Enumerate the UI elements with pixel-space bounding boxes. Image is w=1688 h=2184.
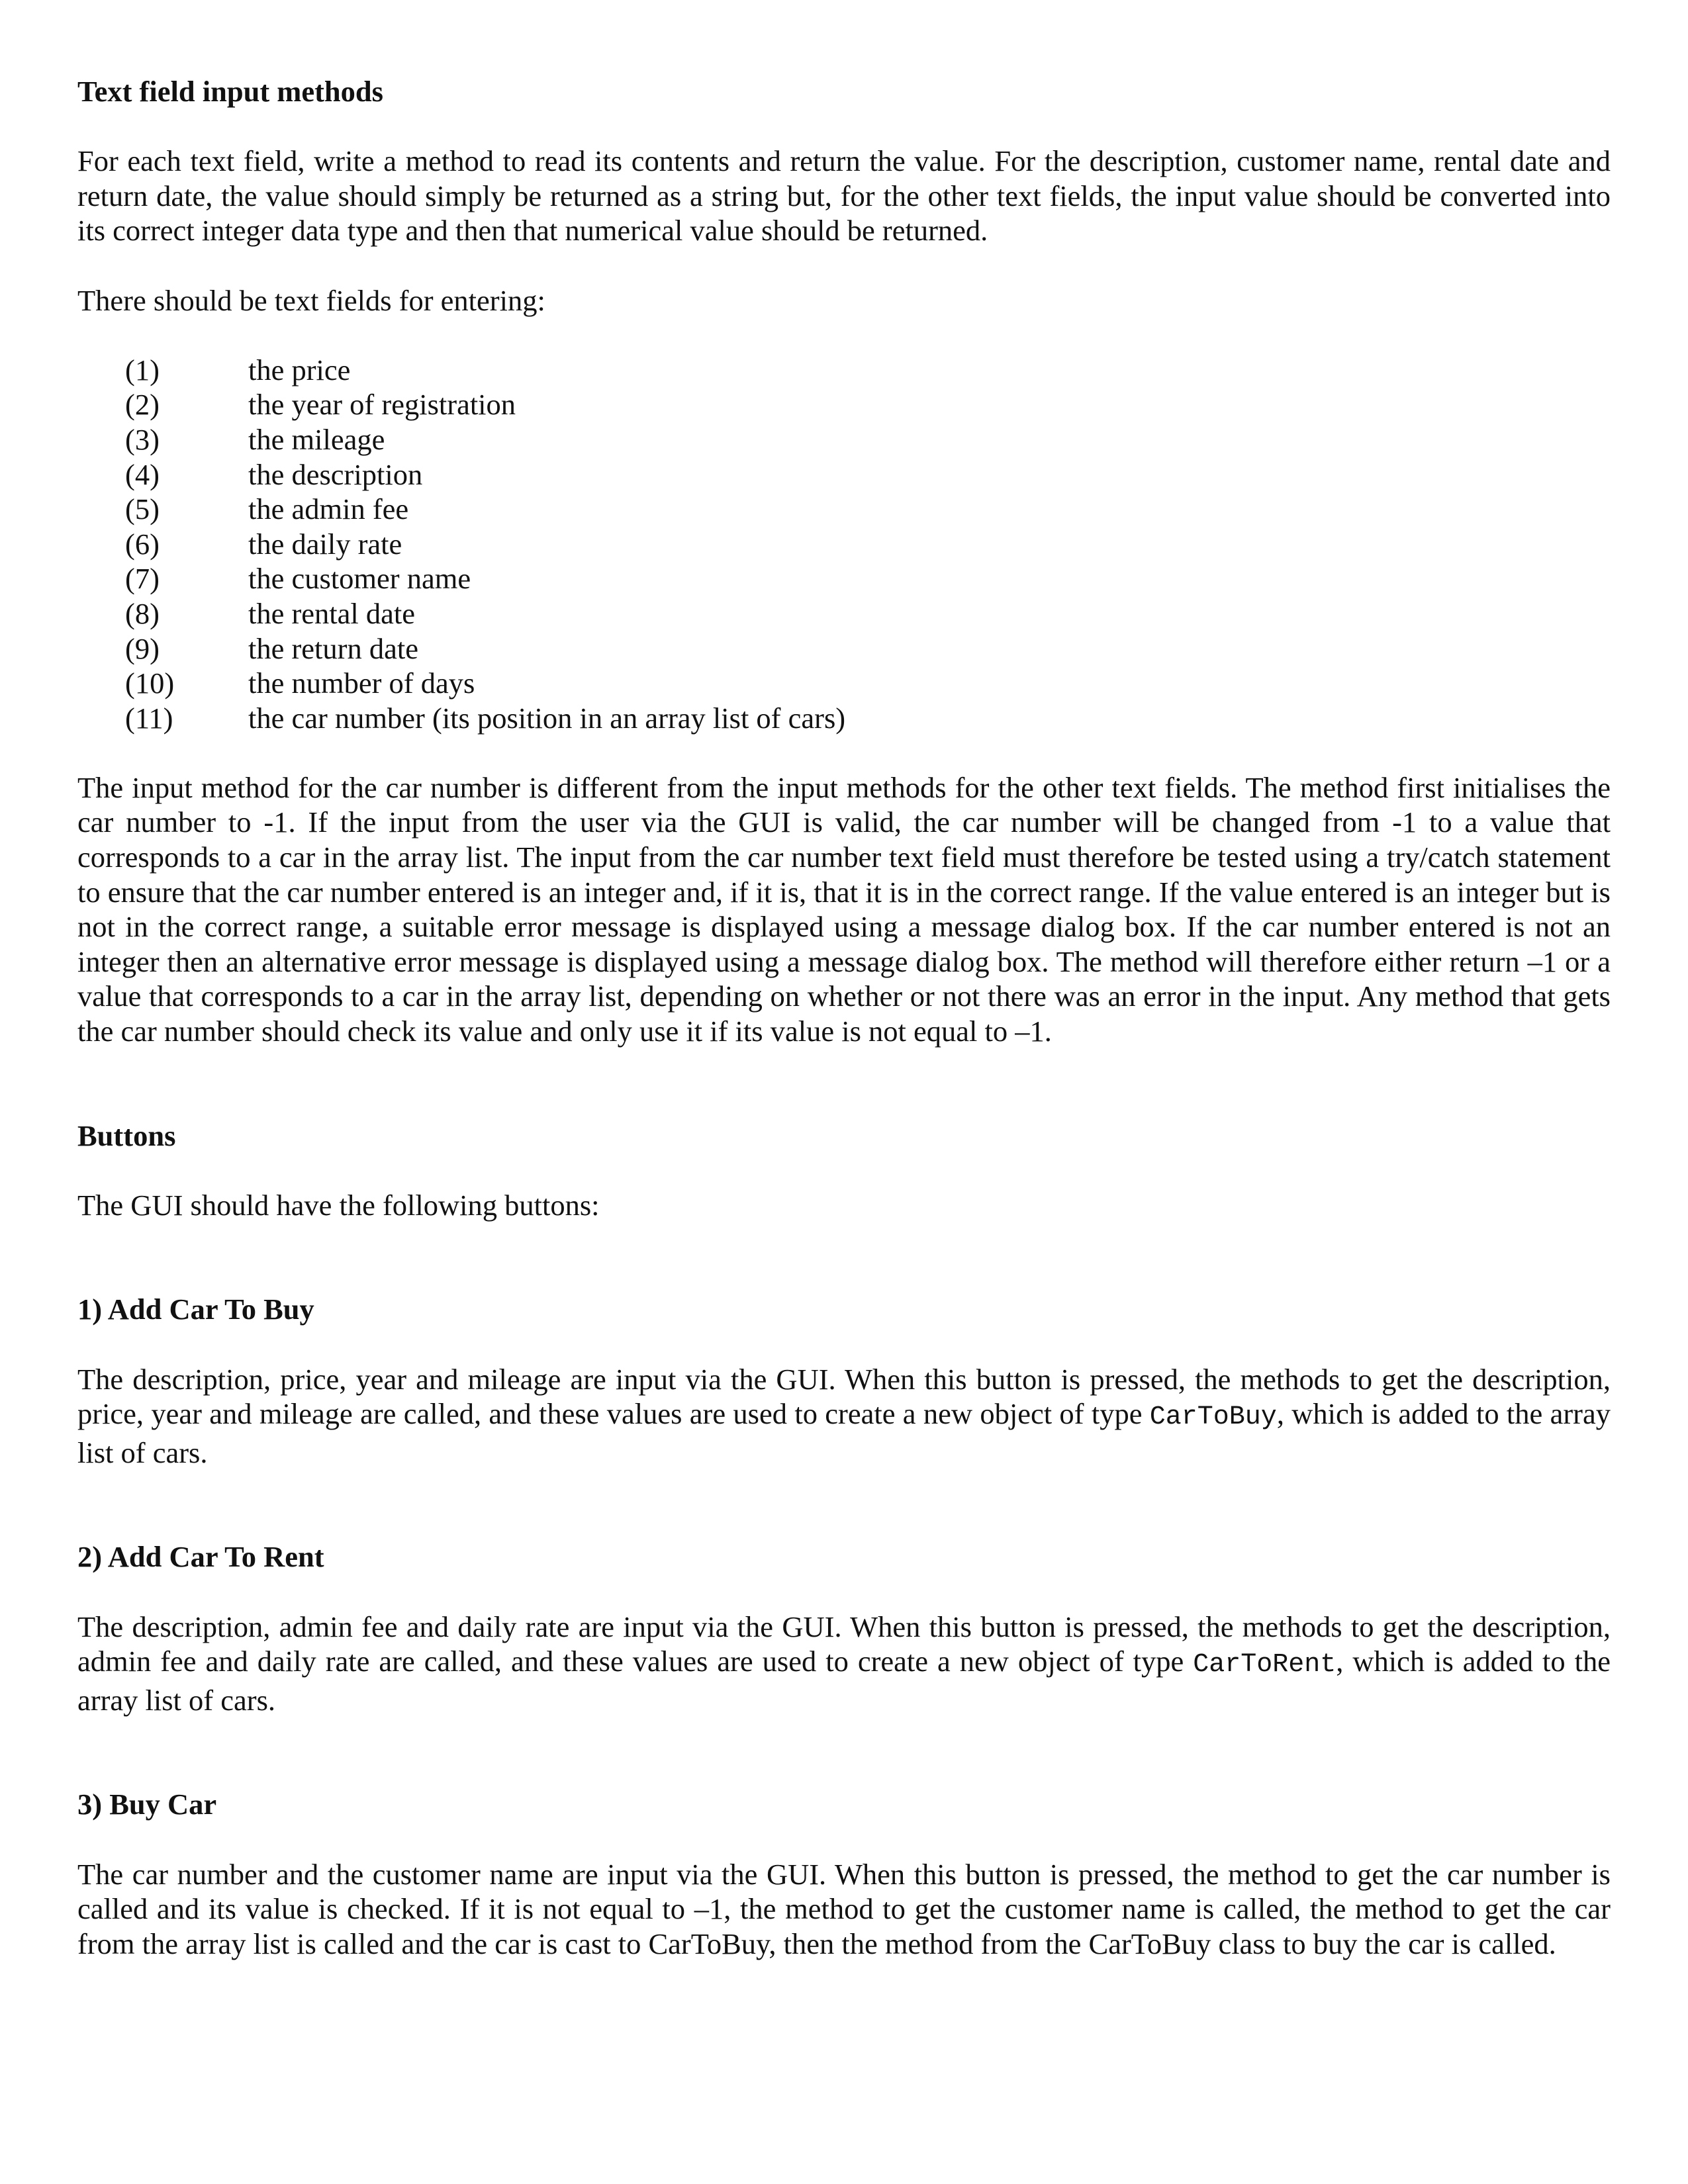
text-fields-lead: There should be text fields for entering: xyxy=(77,283,545,317)
list-item xyxy=(77,561,1611,596)
list-item-number: (3) xyxy=(125,422,160,456)
list-item xyxy=(77,492,1611,527)
list-item xyxy=(77,527,1611,562)
list-item-label: the customer name xyxy=(248,562,471,596)
add-car-to-buy-text-after: , which is added to the array list of cars. xyxy=(77,1397,1611,1469)
list-item-label: the price xyxy=(248,353,351,387)
list-item xyxy=(77,666,1611,701)
text-field-list xyxy=(77,353,1611,736)
list-item-label: the mileage xyxy=(248,422,385,456)
list-item xyxy=(77,422,1611,457)
list-item xyxy=(77,701,1611,736)
list-item-number: (11) xyxy=(125,701,173,735)
car-number-paragraph: The input method for the car number is different from the input methods for the other text fields. The method first initialises the car number to -1. If the input from the user via the GUI is valid, the car number will be changed from -1 to a value that corresponds to a car in the array list. The input from the car number text field must therefore be tested using a try/catch statement to ensure that the car number entered is an integer and, if it is, that it is in the correct range. If the value entered is an integer but is not in the correct range, a suitable error message is displayed using a message dialog box. If the car number entered is not an integer then an alternative error message is displayed using a message dialog box. The method will therefore either return –1 or a value that corresponds to a car in the array list, depending on whether or not there was an error in the input. Any method that gets the car number should check its value and only use it if its value is not equal to –1. xyxy=(77,770,1611,1048)
class-name-cartobuy: CarToBuy xyxy=(1149,1402,1277,1433)
add-car-to-rent-heading: 2) Add Car To Rent xyxy=(77,1540,324,1574)
buy-car-heading: 3) Buy Car xyxy=(77,1788,217,1821)
buttons-heading: Buttons xyxy=(77,1118,176,1152)
list-item xyxy=(77,353,1611,388)
list-item-label: the daily rate xyxy=(248,527,402,561)
list-item-label: the admin fee xyxy=(248,492,409,526)
list-item-label: the return date xyxy=(248,631,418,665)
list-item xyxy=(77,457,1611,492)
list-item-number: (4) xyxy=(125,457,160,491)
list-item-number: (8) xyxy=(125,596,160,630)
list-item-number: (7) xyxy=(125,562,160,596)
text-field-intro: For each text field, write a method to read its contents and return the value. For the description, customer name, rental date and return date, the value should simply be returned as a string but, for the other text fields, the input value should be converted into its correct integer data type and then that numerical value should be returned. xyxy=(77,144,1611,248)
list-item-label: the rental date xyxy=(248,596,416,630)
add-car-to-rent-description xyxy=(77,1610,1611,1718)
class-name-cartorent: CarToRent xyxy=(1193,1650,1336,1680)
list-item-number: (5) xyxy=(125,492,160,526)
buy-car-description: The car number and the customer name are input via the GUI. When this button is pressed, the method to get the car number is called and its value is checked. If it is not equal to –1, the method to get the customer name is called, the method to get the car from the array list is called and the car is cast to CarToBuy, then the method from the CarToBuy class to buy the car is called. xyxy=(77,1857,1611,1960)
add-car-to-buy-description xyxy=(77,1362,1611,1471)
list-item-number: (6) xyxy=(125,527,160,561)
text-field-heading: Text field input methods xyxy=(77,75,383,108)
add-car-to-buy-text-before: The description, price, year and mileage are input via the GUI. When this button is pressed, the methods to get the description, price, year and mileage are called, and these values are used to create a new object of type xyxy=(77,1362,1611,1431)
list-item-label: the car number (its position in an array list of cars) xyxy=(248,701,846,735)
buttons-intro: The GUI should have the following buttons: xyxy=(77,1188,600,1222)
list-item-label: the number of days xyxy=(248,666,475,700)
add-car-to-buy-heading: 1) Add Car To Buy xyxy=(77,1293,314,1326)
list-item-number: (9) xyxy=(125,631,160,665)
list-item-label: the description xyxy=(248,457,423,491)
list-item xyxy=(77,387,1611,422)
document-page xyxy=(77,74,1611,1961)
list-item xyxy=(77,631,1611,666)
list-item-number: (2) xyxy=(125,388,160,422)
add-car-to-rent-text-after: , which is added to the array list of cars. xyxy=(77,1645,1611,1717)
list-item-number: (1) xyxy=(125,353,160,387)
add-car-to-rent-text-before: The description, admin fee and daily rate are input via the GUI. When this button is pressed, the methods to get the description, admin fee and daily rate are called, and these values are used to create a new object of type xyxy=(77,1610,1611,1678)
list-item xyxy=(77,596,1611,631)
list-item-label: the year of registration xyxy=(248,388,516,422)
list-item-number: (10) xyxy=(125,666,175,700)
